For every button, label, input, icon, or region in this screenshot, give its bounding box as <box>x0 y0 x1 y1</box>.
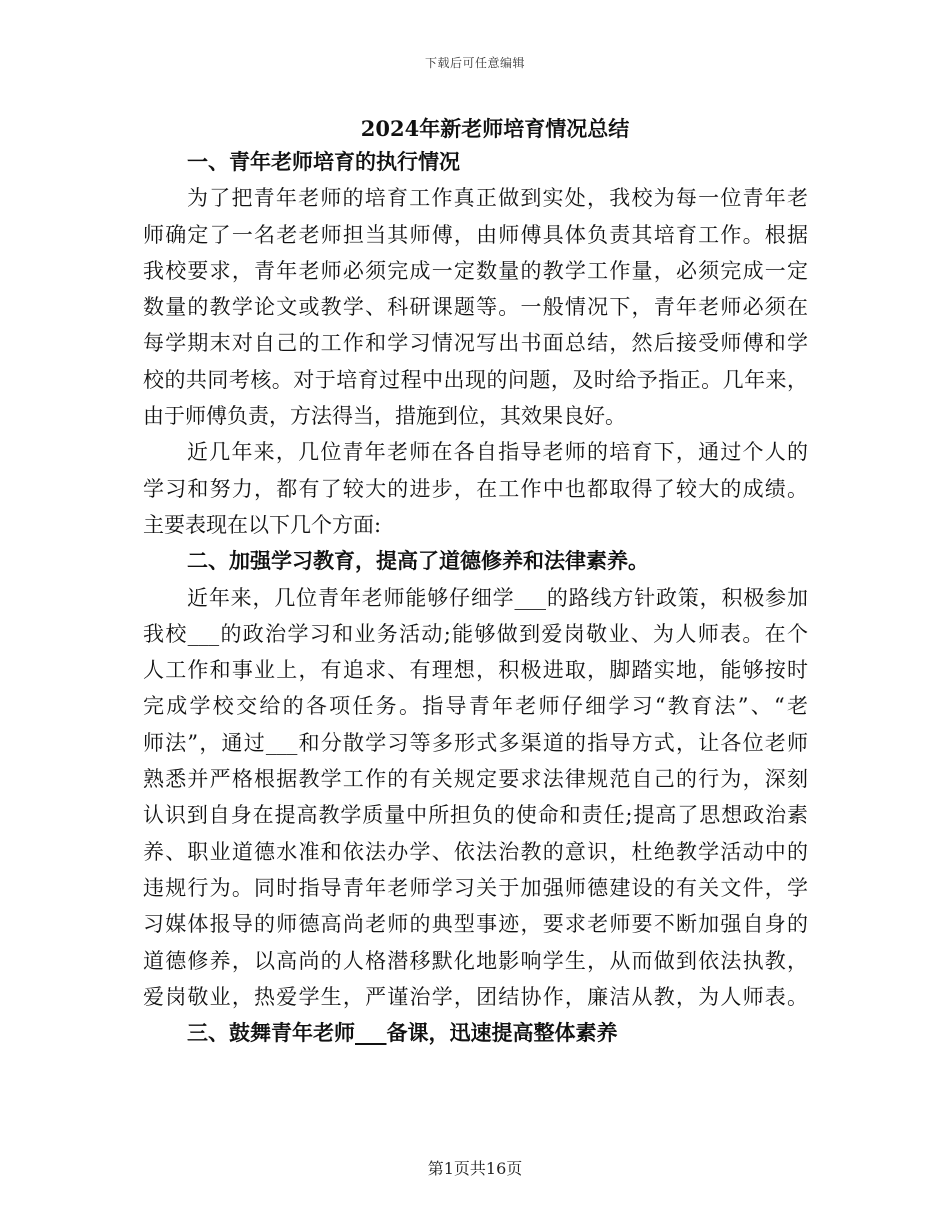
paragraph-line: 我校要求，青年老师必须完成一定数量的教学工作量，必须完成一定 <box>143 258 808 283</box>
paragraph-line: 完成学校交给的各项任务。指导青年老师仔细学习“教育法”、“老 <box>143 694 808 719</box>
paragraph-line: 数量的教学论文或教学、科研课题等。一般情况下，青年老师必须在 <box>143 295 808 320</box>
section-heading: 一、青年老师培育的执行情况 <box>187 149 460 174</box>
document-title: 2024年新老师培育情况总结 <box>360 116 630 141</box>
paragraph-line: 近几年来，几位青年老师在各自指导老师的培育下，通过个人的 <box>187 440 808 465</box>
paragraph-line: 每学期末对自己的工作和学习情况写出书面总结，然后接受师傅和学 <box>143 331 808 356</box>
paragraph-line: 人工作和事业上，有追求、有理想，积极进取，脚踏实地，能够按时 <box>143 658 808 683</box>
paragraph-line: 由于师傅负责，方法得当，措施到位，其效果良好。 <box>143 404 626 429</box>
paragraph-line: 熟悉并严格根据教学工作的有关规定要求法律规范自己的行为，深刻 <box>143 767 808 792</box>
paragraph-line: 我校___的政治学习和业务活动;能够做到爱岗敬业、为人师表。在个 <box>143 621 808 646</box>
paragraph-line: 近年来，几位青年老师能够仔细学___的路线方针政策，积极参加 <box>187 585 808 610</box>
section-heading: 二、加强学习教育，提高了道德修养和法律素养。 <box>187 548 649 574</box>
paragraph-line: 习媒体报导的师德高尚老师的典型事迹，要求老师要不断加强自身的 <box>143 912 808 937</box>
paragraph-line: 认识到自身在提高教学质量中所担负的使命和责任;提高了思想政治素 <box>143 803 808 828</box>
section-heading: 三、鼓舞青年老师___备课，迅速提高整体素养 <box>187 1020 618 1046</box>
paragraph-line: 学习和努力，都有了较大的进步，在工作中也都取得了较大的成绩。 <box>143 476 808 501</box>
header-note: 下载后可任意编辑 <box>424 56 525 70</box>
paragraph-line: 主要表现在以下几个方面: <box>143 512 382 537</box>
paragraph-line: 师法”，通过___和分散学习等多形式多渠道的指导方式，让各位老师 <box>143 730 808 755</box>
page-number: 第1页共16页 <box>427 1159 523 1178</box>
paragraph-line: 违规行为。同时指导青年老师学习关于加强师德建设的有关文件，学 <box>143 875 808 900</box>
paragraph-line: 为了把青年老师的培育工作真正做到实处，我校为每一位青年老 <box>187 186 808 211</box>
paragraph-line: 爱岗敬业，热爱学生，严谨治学，团结协作，廉洁从教，为人师表。 <box>143 984 808 1009</box>
paragraph-line: 道德修养，以高尚的人格潜移默化地影响学生，从而做到依法执教， <box>143 948 808 973</box>
paragraph-line: 师确定了一名老老师担当其师傅，由师傅具体负责其培育工作。根据 <box>143 222 808 247</box>
paragraph-line: 养、职业道德水准和依法办学、依法治教的意识，杜绝教学活动中的 <box>143 839 808 864</box>
paragraph-line: 校的共同考核。对于培育过程中出现的问题，及时给予指正。几年来， <box>143 367 808 392</box>
document-body <box>143 144 808 1051</box>
